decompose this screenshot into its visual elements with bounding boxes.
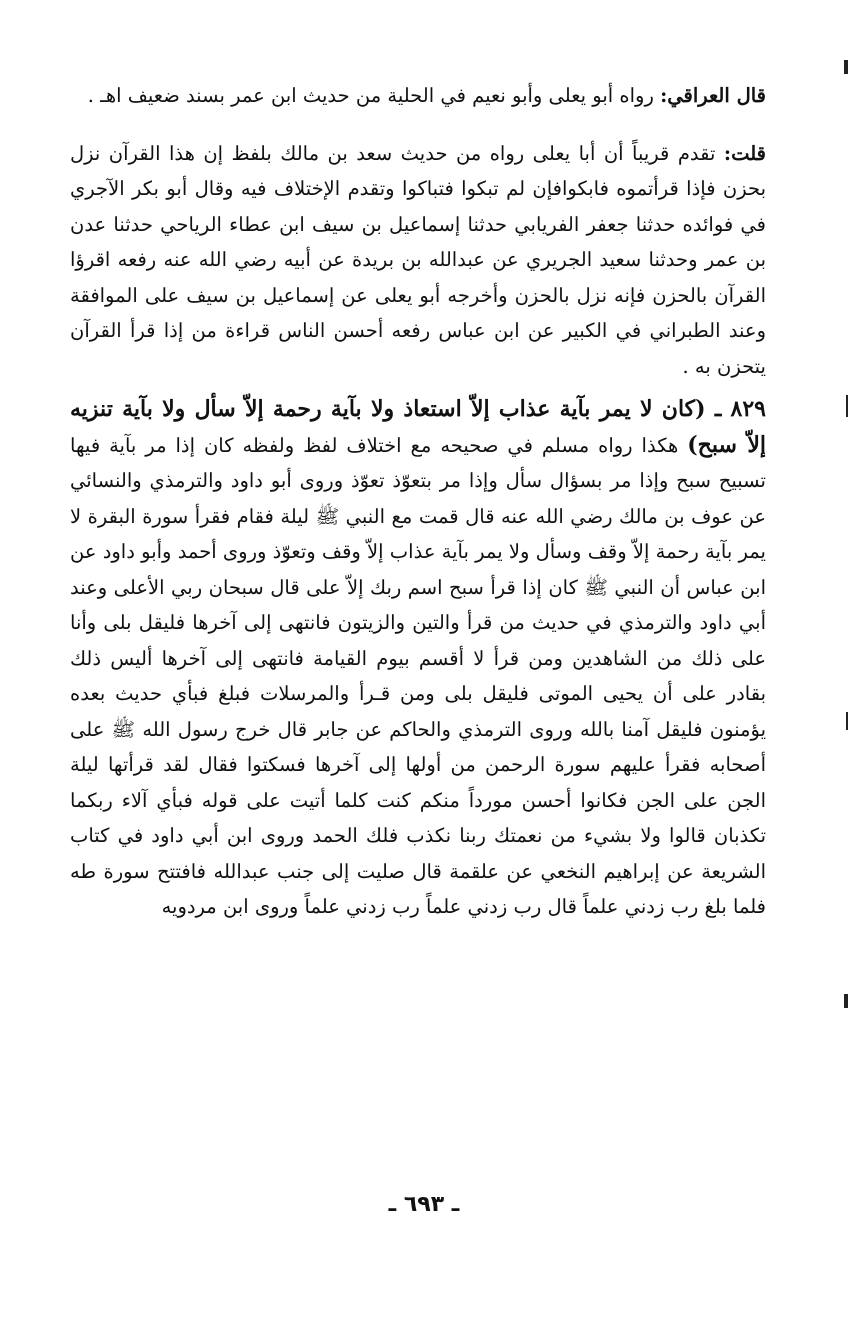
- scan-edge-mark: [844, 60, 848, 74]
- hadith-entry: [70, 392, 766, 925]
- paragraph-lead: قال العراقي:: [660, 84, 766, 107]
- hadith-commentary: هكذا رواه مسلم في صحيحه مع اختلاف لفظ ولفظه كان إذا مر بآية فيها تسبيح سبح وإذا مر بسؤال سأل وإذا مر بتعوّذ تعوّذ وروى أبو داود والترمذي والنسائي عن عوف بن مالك رضي الله عنه قال قمت مع النبي ﷺ ليلة فقام فقرأ سورة البقرة لا يمر بآية رحمة إلاّ وقف وسأل ولا يمر بآية عذاب إلاّ وقف وتعوّذ وروى أحمد وأبو داود عن ابن عباس أن النبي ﷺ كان إذا قرأ سبح اسم ربك إلاّ على قال سبحان ربي الأعلى وعند أبي داود والترمذي في حديث من قرأ والتين والزيتون فانتهى إلى آخرها فليقل بلى وأنا على ذلك من الشاهدين ومن قرأ لا أقسم بيوم القيامة فانتهى إلى آخرها أليس ذلك بقادر على أن يحيى الموتى فليقل بلى ومن قـرأ والمرسلات فبلغ فبأي حديث بعده يؤمنون فليقل آمنا بالله وروى الترمذي والحاكم عن جابر قال خرج رسول الله ﷺ على أصحابه فقرأ عليهم سورة الرحمن من أولها إلى آخرها فسكتوا فقال لقد قرأتها ليلة الجن على الجن فكانوا أحسن مورداً منكم كنت كلما أتيت على قوله فبأي آلاء ربكما تكذبان قالوا ولا بشيء من نعمتك ربنا نكذب فلك الحمد وروى ابن أبي داود في كتاب الشريعة عن إبراهيم النخعي عن علقمة قال صليت إلى جنب عبدالله فافتتح سورة طه فلما بلغ رب زدني علماً قال رب زدني علماً رب زدني علماً وروى ابن مردويه: [70, 433, 766, 918]
- scan-edge-mark: [844, 994, 848, 1008]
- hadith-heading: (كان لا يمر بآية عذاب إلاّ استعاذ ولا بآية رحمة إلاّ سأل ولا بآية تنزيه إلاّ سبح): [70, 396, 766, 458]
- author-comment-paragraph: [70, 136, 766, 385]
- paragraph-lead: قلت:: [723, 141, 766, 165]
- paragraph-text: تقدم قريباً أن أبا يعلى رواه من حديث سعد بن مالك بلفظ إن هذا القرآن نزل بحزن فإذا قرأتموه فابكوافإن لم تبكوا فتباكوا وتقدم الإختلاف فيه وقال أبو بكر الآجري في فوائده حدثنا جعفر الفريابي حدثنا إسماعيل بن سيف ابن عطاء الرياحي حدثنا عدن بن عمر وحدثنا سعيد الجريري عن عبدالله بن بريدة عن أبيه رضي الله عنه رفعه اقرؤا القرآن بالحزن فإنه نزل بالحزن وأخرجه أبو يعلى عن إسماعيل بن سيف على الموافقة وعند الطبراني في الكبير عن ابن عباس رفعه أحسن الناس قراءة من إذا قرأ القرآن يتحزن به .: [70, 141, 766, 378]
- paragraph-text: رواه أبو يعلى وأبو نعيم في الحلية من حديث ابن عمر بسند ضعيف اهـ .: [87, 84, 661, 107]
- page-number: ـ ٦٩٣ ـ: [388, 1192, 460, 1217]
- page-body: [70, 78, 766, 925]
- hadith-number: ٨٢٩ ـ: [714, 396, 766, 422]
- iraqi-comment-paragraph: [70, 78, 766, 114]
